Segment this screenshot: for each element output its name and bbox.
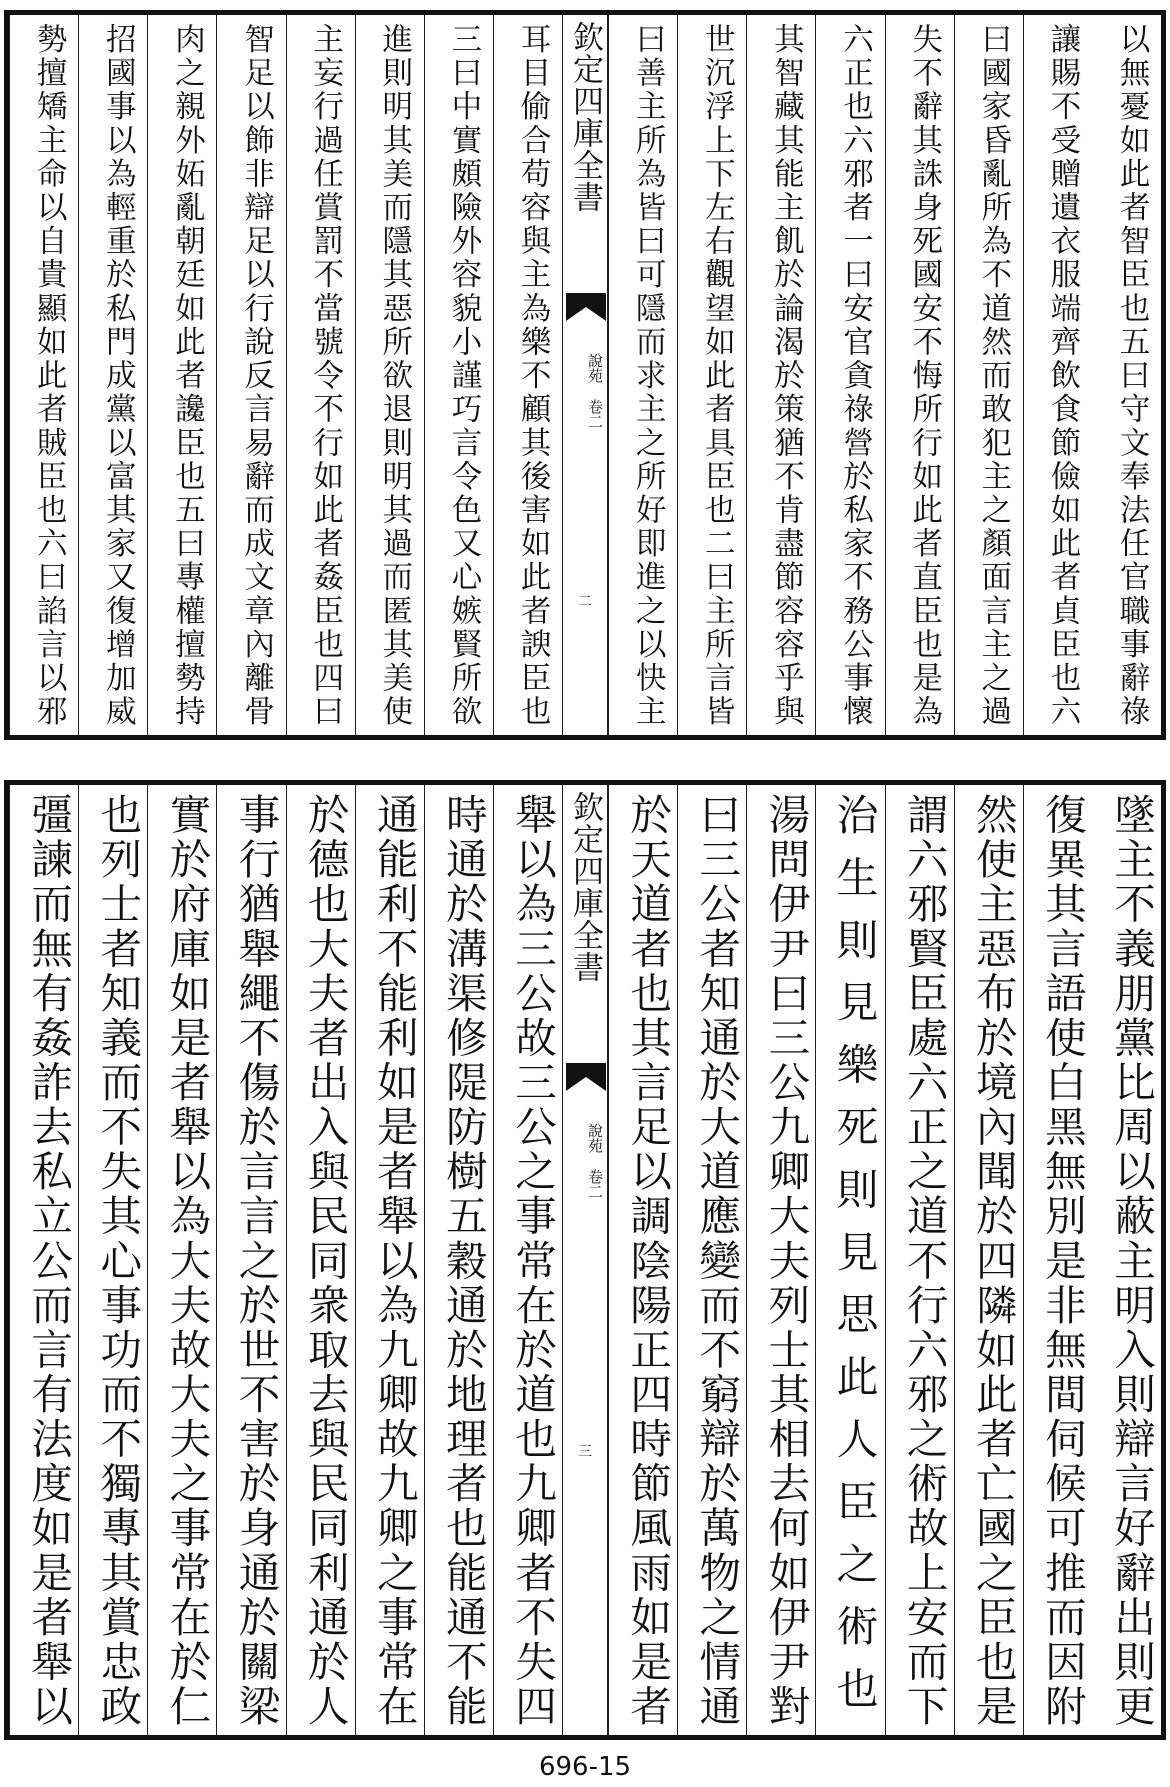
- column-text: 舉以為三公故三公之事常在於道也九卿者不失四: [508, 793, 557, 1729]
- text-column: [9, 15, 78, 735]
- center-title: 欽定四庫全書: [567, 21, 603, 213]
- column-text: 三曰中實頗險外容貌小謹巧言令色又心嫉賢所欲: [445, 23, 481, 729]
- text-column: [286, 785, 355, 1735]
- column-text: 墜主不義朋黨比周以蔽主明入則辯言好辭出則更: [1107, 793, 1156, 1729]
- center-book-juan: [567, 1123, 603, 1199]
- leaf-number: 三: [578, 1444, 592, 1460]
- column-text: 事行猶舉繩不傷於言言之於世不害於身通於關梁: [231, 793, 281, 1729]
- text-column: [885, 785, 954, 1735]
- upper-page: [0, 6, 1170, 744]
- text-column: [493, 785, 562, 1735]
- text-column: [424, 15, 493, 735]
- text-column: [355, 785, 424, 1735]
- text-column: [746, 15, 815, 735]
- text-column: [147, 785, 216, 1735]
- column-text: 治生則見樂死則見思此人臣之術也: [830, 793, 880, 1729]
- center-juan: 卷二: [586, 399, 604, 429]
- column-text: 時通於溝渠修隄防樹五穀通於地理者也能通不能: [438, 793, 488, 1729]
- text-column: [78, 785, 147, 1735]
- column-text: 主妄行過任賞罰不當號令不行如此者姦臣也四曰: [307, 23, 343, 729]
- text-column: [9, 785, 78, 1735]
- page-number: 696-15: [538, 1752, 632, 1782]
- text-column: [677, 785, 746, 1735]
- column-text: 於天道者也其言足以調陰陽正四時節風雨如是者: [623, 793, 673, 1729]
- text-column: [885, 15, 954, 735]
- text-column: [954, 15, 1023, 735]
- text-column: [147, 15, 216, 735]
- column-text: 曰善主所為皆曰可隱而求主之所好即進之以快主: [630, 23, 666, 729]
- column-text: 讓賜不受贈遺衣服端齊飲食節儉如此者貞臣也六: [1044, 23, 1080, 729]
- text-column: [1023, 15, 1092, 735]
- column-text: 也列士者知義而不失其心事功而不獨專其賞忠政: [93, 793, 143, 1729]
- column-text: 肉之親外妬亂朝廷如此者讒臣也五曰專權擅勢持: [169, 23, 205, 729]
- text-column: [1092, 785, 1161, 1735]
- text-column: [815, 785, 884, 1735]
- column-text: 曰三公者知通於大道應變而不窮辯於萬物之情通: [692, 793, 742, 1729]
- column-text: 其智藏其能主飢於論渴於策猶不肯盡節容容乎與: [768, 23, 804, 729]
- fish-tail-mark-icon: [566, 1063, 606, 1091]
- text-column: [216, 785, 285, 1735]
- column-text: 於德也大夫者出入與民同衆取去與民同利通於人: [300, 793, 350, 1729]
- center-book-juan: [567, 353, 603, 429]
- text-column: [746, 785, 815, 1735]
- text-column: [608, 785, 677, 1735]
- text-column: [78, 15, 147, 735]
- column-text: 復異其言語使白黑無別是非無間伺候可推而因附: [1037, 793, 1087, 1729]
- text-column: [286, 15, 355, 735]
- column-text: 勢擅矯主命以自貴顯如此者賊臣也六曰諂言以邪: [31, 23, 67, 729]
- text-column: [954, 785, 1023, 1735]
- column-text: 六正也六邪者一曰安官貪祿營於私家不務公事懷: [837, 23, 873, 729]
- column-text: 湯問伊尹曰三公九卿大夫列士其相去何如伊尹對: [761, 793, 811, 1729]
- text-column: [1092, 15, 1161, 735]
- text-column: [493, 15, 562, 735]
- column-text: 世沉浮上下左右觀望如此者具臣也二曰主所言皆: [699, 23, 735, 729]
- center-fold-column: [562, 15, 608, 735]
- column-text: 以無憂如此者智臣也五曰守文奉法任官職事辭祿: [1114, 23, 1149, 729]
- center-book-title: 說苑: [586, 1123, 604, 1153]
- column-text: 耳目偷合苟容與主為樂不顧其後害如此者諛臣也: [515, 23, 550, 729]
- column-text: 智足以飾非辯足以行說反言易辭而成文章內離骨: [238, 23, 274, 729]
- leaf-number: 二: [578, 594, 592, 610]
- text-column: [424, 785, 493, 1735]
- text-column: [608, 15, 677, 735]
- fish-tail-mark-icon: [566, 293, 606, 321]
- column-text: 失不辭其誅身死國安不悔所行如此者直臣也是為: [906, 23, 942, 729]
- center-book-title: 說苑: [586, 353, 604, 383]
- column-text: 招國事以為輕重於私門成黨以富其家又復增加威: [100, 23, 136, 729]
- lower-page: [0, 776, 1170, 1744]
- text-column: [216, 15, 285, 735]
- center-fold-column: [562, 785, 608, 1735]
- text-column: [677, 15, 746, 735]
- text-column: [815, 15, 884, 735]
- center-title: 欽定四庫全書: [567, 791, 603, 983]
- column-text: 謂六邪賢臣處六正之道不行六邪之術故上安而下: [899, 793, 949, 1729]
- text-column: [1023, 785, 1092, 1735]
- column-text: 彊諫而無有姦詐去私立公而言有法度如是者舉以: [24, 793, 74, 1729]
- column-text: 通能利不能利如是者舉以為九卿故九卿之事常在: [369, 793, 419, 1729]
- column-text: 曰國家昏亂所為不道然而敢犯主之顏面言主之過: [975, 23, 1011, 729]
- center-juan: 卷二: [586, 1169, 604, 1199]
- column-text: 實於府庫如是者舉以為大夫故大夫之事常在於仁: [162, 793, 212, 1729]
- text-column: [355, 15, 424, 735]
- column-text: 進則明其美而隱其惡所欲退則明其過而匿其美使: [376, 23, 412, 729]
- page-frame: [4, 780, 1166, 1740]
- column-text: 然使主惡布於境內聞於四隣如此者亡國之臣也是: [968, 793, 1018, 1729]
- page-frame: [4, 10, 1166, 740]
